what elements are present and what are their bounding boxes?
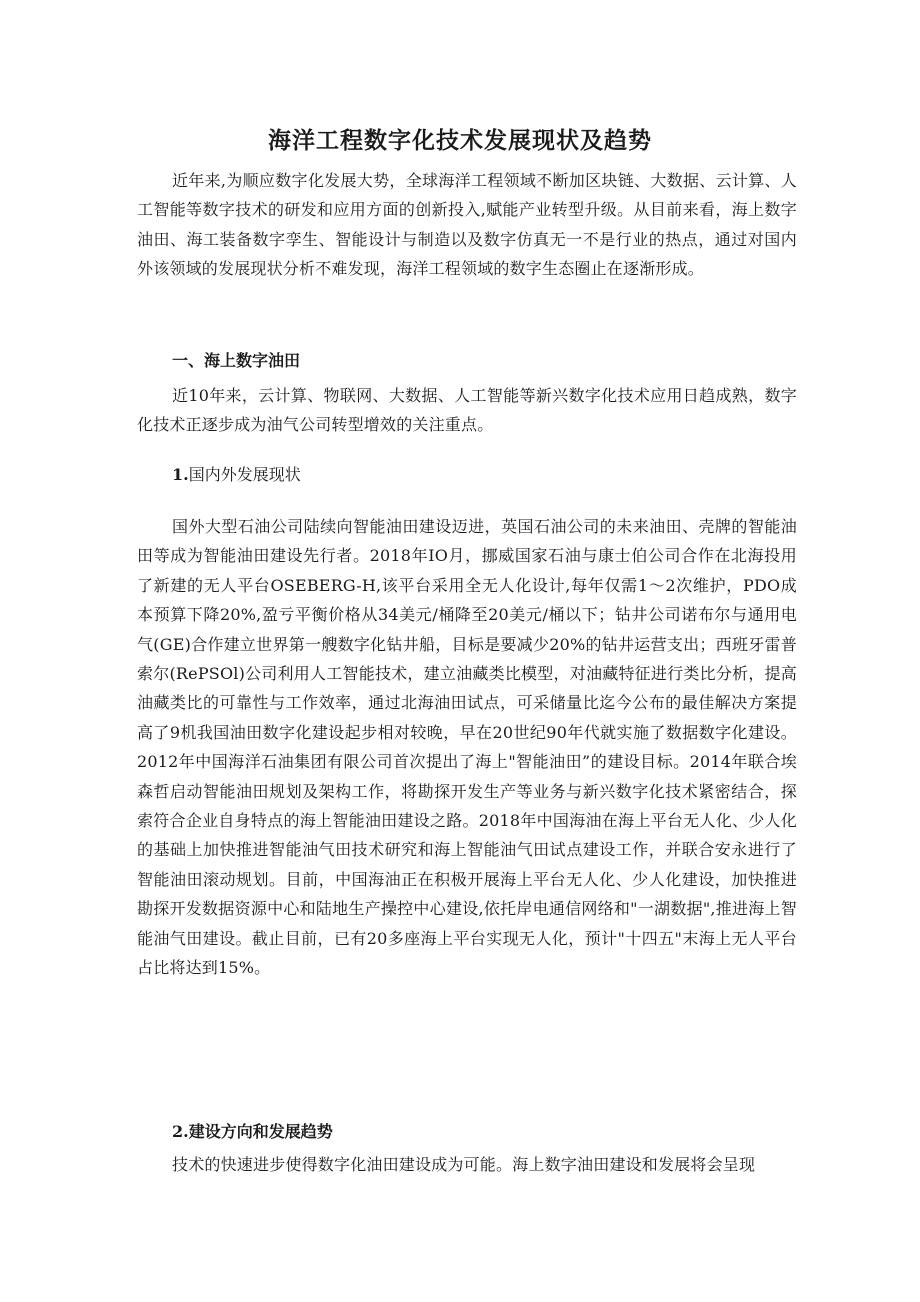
subsection-heading-text: 国内外发展现状	[188, 465, 301, 484]
section-heading-offshore-digital-oilfield: 一、海上数字油田	[172, 351, 301, 370]
subsection-number: 2.	[172, 1122, 189, 1141]
document-title: 海洋工程数字化技术发展现状及趋势	[268, 127, 652, 155]
subsection2-paragraph: 技术的快速进步使得数字化油田建设成为可能。海上数字油田建设和发展将会呈现	[172, 1155, 756, 1174]
subsection1-paragraph: 国外大型石油公司陆续向智能油田建设迈进，英国石油公司的未来油田、壳牌的智能油田等成为智能油田建设先行者。2018年IO月，挪威国家石油与康士伯公司合作在北海投用了新建的无人平台OSEBERG-H,该平台采用全无人化设计,每年仅需1～2次维护，PDO成本预算下降20%,盈亏平衡价格从34美元/桶降至20美元/桶以下；钻井公司诺布尔与通用电气(GE)合作建立世界第一艘数字化钻井船，目标是要减少20%的钻井运营支出；西班牙雷普索尔(RePSOl)公司利用人工智能技术，建立油藏类比模型，对油藏特征进行类比分析，提高油藏类比的可靠性与工作效率，通过北海油田试点，可采储量比迄今公布的最佳解决方案提高了9机我国油田数字化建设起步相对较晚，早在20世纪90年代就实施了数据数字化建设。2012年中国海洋石油集团有限公司首次提出了海上"智能油田”的建设目标。2014年联合埃森哲启动智能油田规划及架构工作，将勘探开发生产等业务与新兴数字化技术紧密结合，探索符合企业自身特点的海上智能油田建设之路。2018年中国海油在海上平台无人化、少人化的基础上加快推进智能油气田技术研究和海上智能油气田试点建设工作，并联合安永进行了智能油田滚动规划。目前，中国海油正在积极开展海上平台无人化、少人化建设，加快推进勘探开发数据资源中心和陆地生产操控中心建设,依托岸电通信网络和"一湖数据",推进海上智能油气田建设。截止目前，已有20多座海上平台实现无人化，预计"十四五"末海上无人平台占比将达到15%。	[137, 517, 797, 978]
subsection-heading-current-status	[172, 461, 301, 489]
intro-paragraph: 近年来,为顺应数字化发展大势，全球海洋工程领域不断加区块链、大数据、云计算、人工智能等数字技术的研发和应用方面的创新投入,赋能产业转型升级。从目前来看，海上数字油田、海工装备数字孪生、智能设计与制造以及数字仿真无一不是行业的热点，通过对国内外该领域的发展现状分析不难发现，海洋工程领域的数字生态圈止在逐渐形成。	[137, 171, 797, 279]
subsection-heading-trends	[172, 1118, 333, 1146]
subsection-heading-text: 建设方向和发展趋势	[188, 1122, 333, 1141]
subsection-number: 1.	[172, 465, 189, 484]
section1-paragraph: 近10年来，云计算、物联网、大数据、人工智能等新兴数字化技术应用日趋成熟，数字化技术正逐步成为油气公司转型增效的关注重点。	[137, 386, 797, 435]
